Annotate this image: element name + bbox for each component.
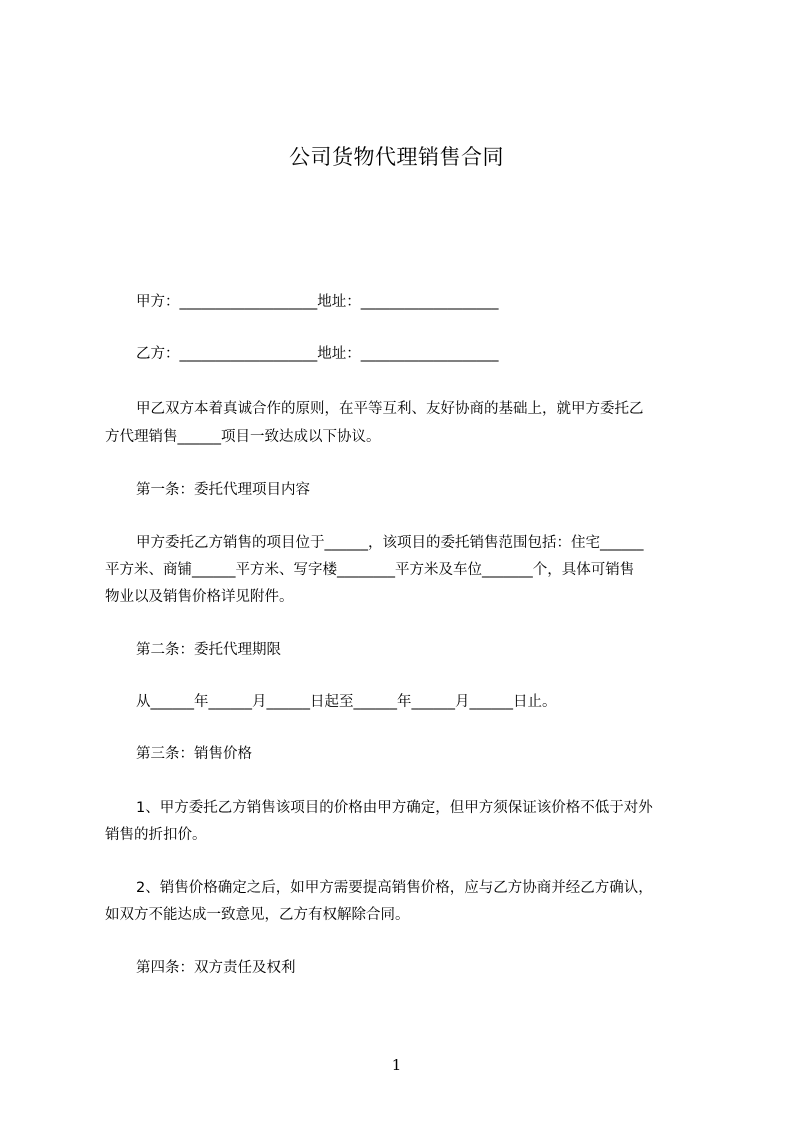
article1-body-line-1: 甲方委托乙方销售的项目位于______，该项目的委托销售范围包括：住宅______: [136, 535, 644, 551]
party-b-line: 乙方：___________________地址：___________________: [136, 346, 499, 362]
article3-clause2-line-1: 2、销售价格确定之后，如甲方需要提高销售价格，应与乙方协商并经乙方确认，: [136, 880, 653, 896]
page-number: 1: [391, 1056, 402, 1074]
article3-clause1-line-2: 销售的折扣价。: [105, 827, 207, 843]
document-title: 公司货物代理销售合同: [289, 145, 504, 169]
article4-heading: 第四条：双方责任及权利: [136, 960, 296, 976]
party-a-line: 甲方：___________________地址：___________________: [136, 294, 499, 310]
article2-heading: 第二条：委托代理期限: [136, 642, 281, 658]
article3-clause2-line-2: 如双方不能达成一致意见，乙方有权解除合同。: [105, 907, 410, 923]
article3-clause1-line-1: 1、甲方委托乙方销售该项目的价格由甲方确定，但甲方须保证该价格不低于对外: [136, 800, 653, 816]
article3-heading: 第三条：销售价格: [136, 746, 252, 762]
preamble-line-1: 甲乙双方本着真诚合作的原则，在平等互利、友好协商的基础上，就甲方委托乙: [136, 401, 644, 417]
article1-body-line-2: 平方米、商铺______平方米、写字楼________平方米及车位_______个，具体可销售: [105, 562, 635, 578]
article1-body-line-3: 物业以及销售价格详见附件。: [105, 589, 294, 605]
preamble-line-2: 方代理销售______项目一致达成以下协议。: [105, 429, 381, 445]
article1-heading: 第一条：委托代理项目内容: [136, 482, 310, 498]
article2-body: 从______年______月______日起至______年______月______日止。: [136, 694, 557, 710]
